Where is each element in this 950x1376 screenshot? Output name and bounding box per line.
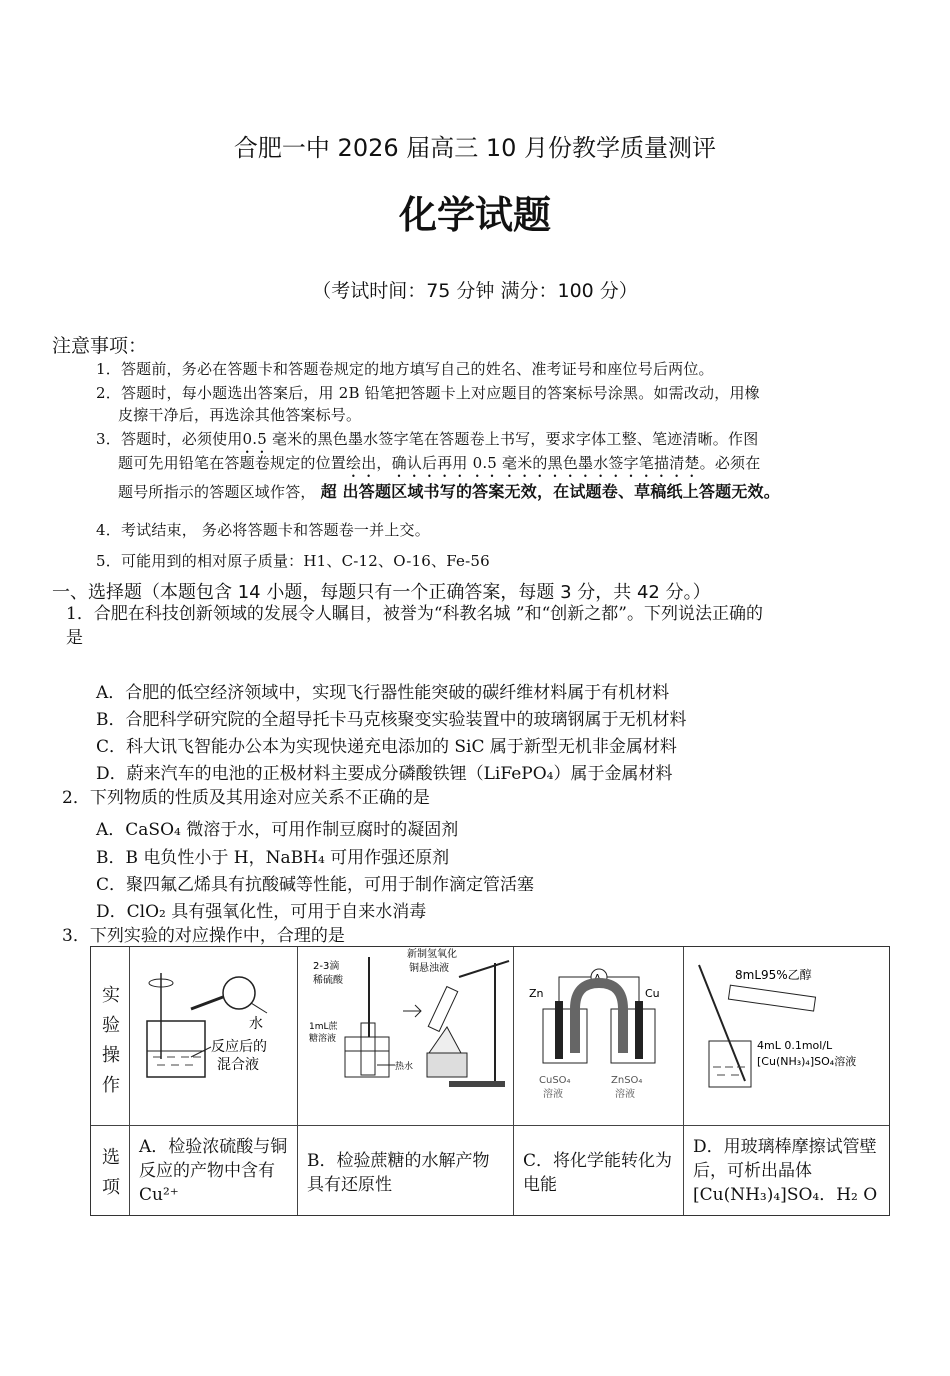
figure-b-label-acid: 稀硫酸 (313, 975, 343, 986)
q2-option-a: A．CaSO₄ 微溶于水，可用作制豆腐时的凝固剂 (96, 820, 459, 840)
note-3-part-d: 题可先用铅笔在答题卷规定的位置 (118, 454, 347, 472)
figure-c-label-sol2b: 溶液 (615, 1089, 635, 1100)
figure-b-label-reagent1: 新制氢氧化 (407, 949, 457, 960)
figure-d-label-solution1: 4mL 0.1mol/L (757, 1039, 833, 1052)
figure-b-label-sugar2: 糖溶液 (309, 1034, 337, 1044)
note-3-part-g: 必须在 (714, 454, 761, 472)
table-divider (683, 947, 684, 1215)
figure-c-label-sol2: ZnSO₄ (611, 1075, 643, 1086)
figure-c-label-cu: Cu (645, 987, 660, 1000)
note-3-part-e: 绘出，确认后再用 (346, 454, 468, 472)
q1-option-b: B．合肥科学研究院的全超导托卡马克核聚变实验装置中的玻璃钢属于无机材料 (96, 710, 687, 730)
page-title: 化学试题 (398, 193, 551, 237)
figure-b-label-sugar1: 1mL蔗 (309, 1022, 338, 1032)
figure-d-label-solution2: [Cu(NH₃)₄]SO₄溶液 (757, 1055, 857, 1068)
figure-c-label-zn: Zn (529, 987, 544, 1000)
figure-a-label-water: 水 (249, 1016, 263, 1032)
note-3-part-h: 题号所指示的答题区域作答， (118, 483, 316, 501)
figure-b-label-drops: 2-3滴 (313, 961, 340, 972)
figure-a-label-mix2: 混合液 (217, 1057, 259, 1073)
notes-title: 注意事项： (52, 335, 148, 357)
figure-c-diagram (515, 953, 681, 1121)
table-divider (297, 947, 298, 1215)
note-5: 5．可能用到的相对原子质量：H1、C-12、O-16、Fe-56 (96, 552, 490, 570)
note-4: 4．考试结束， 务必将答题卡和答题卷一并上交。 (96, 521, 430, 539)
q3-option-c: C．将化学能转化为电能 (523, 1151, 673, 1195)
q2-option-b: B．B 电负性小于 H，NaBH₄ 可用作强还原剂 (96, 848, 450, 868)
note-1: 1．答题前，务必在答题卡和答题卷规定的地方填写自己的姓名、准考证号和座位号后两位。 (96, 360, 714, 378)
figure-c-label-sol1: CuSO₄ (539, 1075, 571, 1086)
note-3-line3 (118, 481, 780, 503)
figure-d-label-ethanol: 8mL95%乙醇 (735, 968, 812, 982)
figure-c-meter: A (594, 973, 601, 984)
school-header: 合肥一中 2026 届高三 10 月份教学质量测评 (233, 134, 717, 162)
q1-option-d: D．蔚来汽车的电池的正极材料主要成分磷酸铁锂（LiFePO₄）属于金属材料 (96, 764, 673, 784)
q1-stem: 1．合肥在科技创新领域的发展令人瞩目，被誉为“科教名城 ”和“创新之都”。下列说法正确的 (66, 604, 763, 624)
note-3-part-f: 0.5 毫米的黑色墨水签字笔描清楚。 (472, 454, 715, 472)
figure-a-label-mix1: 反应后的 (211, 1039, 267, 1055)
exam-info: （考试时间：75 分钟 满分：100 分） (312, 280, 638, 302)
q3-stem: 3．下列实验的对应操作中，合理的是 (62, 926, 345, 946)
note-3-part-a: 3．答题时，必须使用 (96, 430, 243, 448)
note-3-line2 (118, 452, 760, 481)
q3-option-d: D．用玻璃棒摩擦试管壁后，可析出晶体 [Cu(NH₃)₄]SO₄．H₂ O (693, 1137, 878, 1205)
note-3-bold: 超 出答题区域书写的答案无效，在试题卷、草稿纸上答题无效。 (320, 482, 780, 501)
figure-b-diagram (299, 947, 513, 1123)
q1-option-c: C．科大讯飞智能办公本为实现快递充电添加的 SiC 属于新型无机非金属材料 (96, 737, 677, 757)
note-3-part-b: 0.5 (242, 430, 268, 448)
q2-stem: 2．下列物质的性质及其用途对应关系不正确的是 (62, 788, 430, 808)
experiment-table (90, 946, 890, 1216)
q3-option-a: A．检验浓硫酸与铜反应的产物中含有 Cu²⁺ (139, 1137, 288, 1205)
q2-option-c: C．聚四氟乙烯具有抗酸碱等性能，可用于制作滴定管活塞 (96, 875, 535, 895)
row-header-operation: 实验操作 (102, 985, 120, 1096)
figure-a-diagram (131, 953, 295, 1121)
q1-stem-cont: 是 (66, 628, 83, 648)
note-2-cont: 皮擦干净后，再选涂其他答案标号。 (118, 406, 362, 424)
table-divider (513, 947, 514, 1215)
section-title: 一、选择题（本题包含 14 小题，每题只有一个正确答案，每题 3 分，共 42 分。） (52, 582, 711, 603)
q3-option-b: B．检验蔗糖的水解产物具有还原性 (307, 1151, 490, 1195)
q2-option-d: D．ClO₂ 具有强氧化性，可用于自来水消毒 (96, 902, 427, 922)
figure-d-diagram (685, 953, 889, 1121)
figure-b-label-water: 热水 (395, 1062, 414, 1072)
table-divider (129, 947, 130, 1215)
table-divider (91, 1125, 889, 1126)
figure-b-label-reagent2: 铜悬浊液 (409, 963, 449, 974)
figure-c-label-sol1b: 溶液 (543, 1089, 563, 1100)
note-2: 2．答题时，每小题选出答案后，用 2B 铅笔把答题卡上对应题目的答案标号涂黑。如需改动，用橡 (96, 384, 760, 402)
note-3-part-c: 毫米的黑色墨水签字笔在答题卷上书写，要求字体工整、笔迹清晰。作图 (271, 430, 759, 448)
q1-option-a: A．合肥的低空经济领域中，实现飞行器性能突破的碳纤维材料属于有机材料 (96, 683, 670, 703)
row-header-options: 选项 (102, 1147, 120, 1198)
